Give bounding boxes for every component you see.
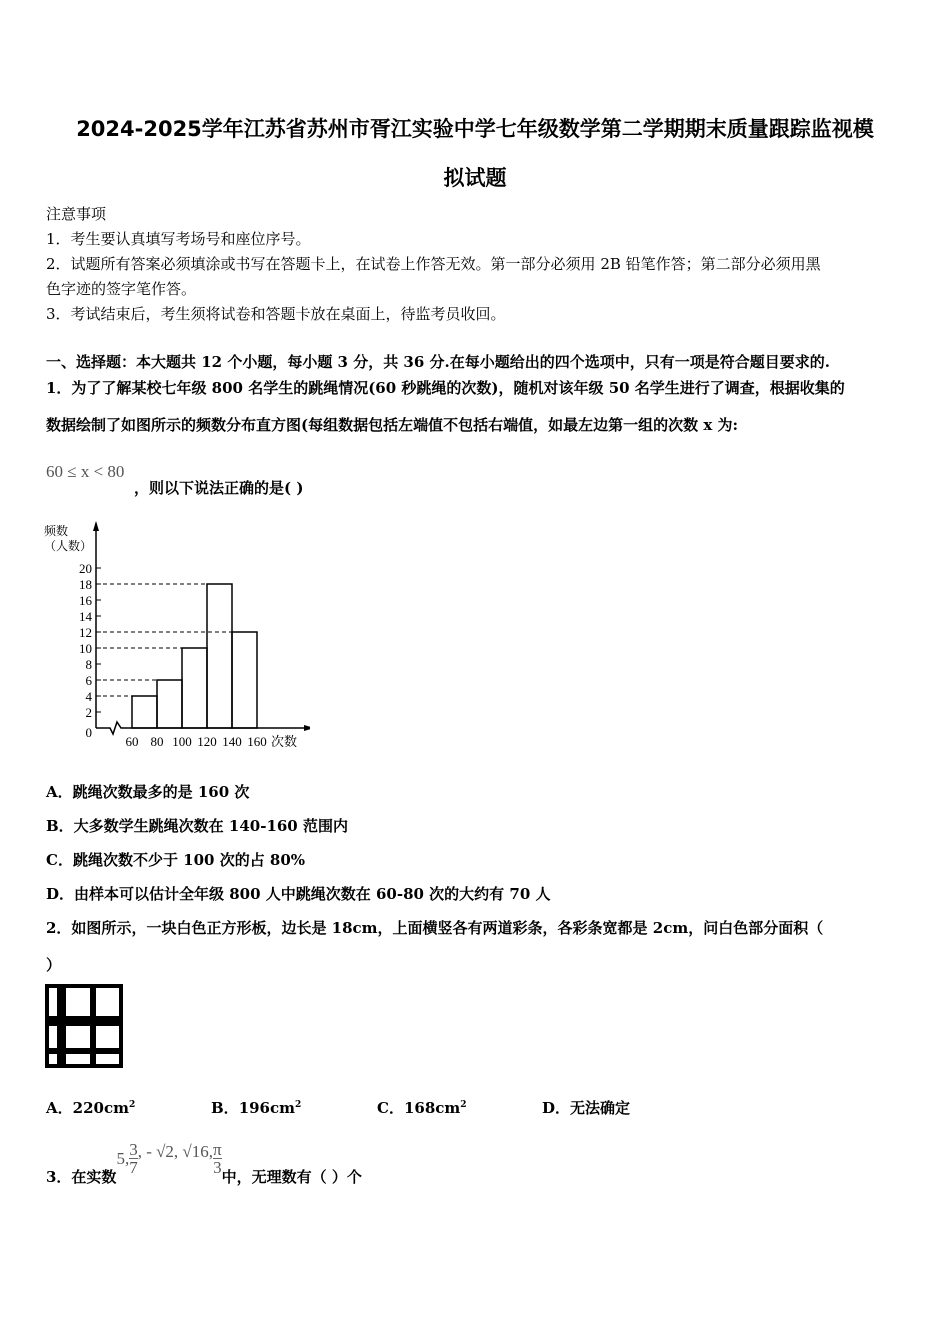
x-axis-arrow: [304, 725, 310, 731]
x-tick-label: 100: [172, 734, 192, 749]
title-line-2: 拟试题: [443, 166, 507, 190]
x-tick-label: 140: [222, 734, 242, 749]
q1-text: 1．为了了解某校七年级 800 名学生的跳绳情况(60 秒跳绳的次数)，随机对该年级 50 名学生进行了调查，根据收集的: [46, 379, 845, 397]
q1-option-a: A．跳绳次数最多的是 160 次: [46, 783, 250, 801]
x-tick-label: 80: [150, 734, 164, 749]
notice-item: 1．考生要认真填写考场号和座位序号。: [46, 230, 311, 248]
y-tick-label: 14: [79, 609, 92, 624]
q1-text: ，则以下说法正确的是( ): [134, 479, 304, 497]
q2-option-c: C．$168cm^2$: [377, 1099, 467, 1117]
x-tick-label: 160: [247, 734, 267, 749]
x-axis-label: 次数: [271, 734, 298, 749]
y-tick-label: 6: [85, 673, 92, 688]
label-spacer: [70, 524, 94, 538]
x-tick-label: 120: [197, 734, 217, 749]
y-tick-label: 18: [79, 577, 92, 592]
q2-text: 2．如图所示，一块白色正方形板，边长是 18cm，上面横竖各有两道彩条，各彩条宽都是 2cm，问白色部分面积（: [46, 919, 824, 937]
y-tick-label: 0: [85, 725, 92, 740]
notice-item: 3．考试结束后，考生须将试卷和答题卡放在桌面上，待监考员收回。: [46, 305, 506, 323]
title-line-1: 2024-2025学年江苏省苏州市胥江实验中学七年级数学第二学期期末质量跟踪监视模: [76, 117, 874, 141]
y-tick-label: 12: [79, 625, 92, 640]
y-tick-label: 2: [85, 705, 92, 720]
q2-text: ）: [46, 956, 62, 974]
q2-option-a: A．$220cm^2$: [46, 1099, 136, 1117]
q1-option-d: D．由样本可以估计全年级 800 人中跳绳次数在 60-80 次的大约有 70 人: [46, 885, 551, 903]
q2-option-b: B．$196cm^2$: [211, 1099, 302, 1117]
q3-text: 3．在实数 5, $\frac{3}{7}$ , - √2, √16, $\frac{\pi}{3}$ 中，无理数有（ ）个: [46, 1140, 362, 1186]
y-tick-label: 8: [85, 657, 92, 672]
y-axis-label: 频数（人数）: [44, 524, 93, 553]
histogram-bar: [232, 632, 257, 728]
y-tick-label: 20: [79, 561, 92, 576]
histogram-bar: [182, 648, 207, 728]
q1-formula: 60 ≤ x < 80: [46, 462, 125, 481]
q1-option-b: B．大多数学生跳绳次数在 140-160 范围内: [46, 817, 348, 835]
histogram-bar: [157, 680, 182, 728]
y-tick-label: 16: [79, 593, 92, 608]
y-axis-label-box: [44, 524, 94, 554]
q2-option-d: D．无法确定: [542, 1099, 631, 1117]
square-board-figure: [45, 984, 123, 1068]
y-tick-label: 10: [79, 641, 92, 656]
y-tick-label: 4: [85, 689, 92, 704]
section-heading: 一、选择题：本大题共 12 个小题，每小题 3 分，共 36 分.在每小题给出的四个选项中，只有一项是符合题目要求的.: [46, 353, 830, 371]
q1-text: 数据绘制了如图所示的频数分布直方图(每组数据包括左端值不包括右端值，如最左边第一组的次数 x 为:: [46, 416, 739, 434]
q1-option-c: C．跳绳次数不少于 100 次的占 80%: [46, 851, 306, 869]
histogram-bar: [207, 584, 232, 728]
notice-item: 色字迹的签字笔作答。: [46, 280, 197, 298]
histogram-bar: [132, 696, 157, 728]
x-tick-label: 60: [125, 734, 139, 749]
notice-heading: 注意事项: [46, 205, 107, 223]
notice-item: 2．试题所有答案必须填涂或书写在答题卡上，在试卷上作答无效。第一部分必须用 2B 铅笔作答；第二部分必须用黑: [46, 255, 821, 273]
